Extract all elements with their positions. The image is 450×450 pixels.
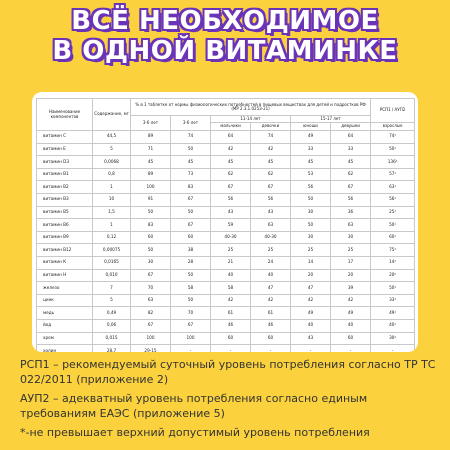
table-row: [37, 219, 415, 232]
cell-c5: 42: [291, 294, 331, 307]
table-card: [32, 92, 418, 352]
footnote-aup: АУП2 – адекватный уровень потребления согласно единым требованиям ЕАЭС (приложение 5): [20, 392, 368, 420]
cell-name: холин: [37, 345, 93, 352]
table-row: [37, 131, 415, 144]
cell-c2: 67: [171, 193, 211, 206]
cell-c6: 45: [331, 156, 371, 169]
header-percent: % в 1 таблетке от нормы физиологических потребностей в пищевых веществах для детей и подростков РФ (МР 2.3.1.0253-21): [131, 99, 371, 116]
cell-name: хром: [37, 332, 93, 345]
cell-content: 5: [93, 143, 131, 156]
table-row: [37, 345, 415, 352]
cell-c7: 20²: [371, 269, 415, 282]
cell-c7: 30²: [371, 332, 415, 345]
cell-c6: 17: [331, 256, 371, 269]
cell-c4: 63: [251, 219, 291, 232]
cell-content: 0,12: [93, 231, 131, 244]
cell-content: 10: [93, 193, 131, 206]
footnote-rsp: РСП1 – рекомендуемый суточный уровень потребления согласно ТР ТС 022/2011 (приложение 2): [20, 358, 436, 386]
cell-c1: 91: [131, 193, 171, 206]
cell-name: медь: [37, 307, 93, 320]
table-row: [37, 244, 415, 257]
header-rsp: РСП1 / АУП2: [371, 99, 415, 123]
cell-c6: 60: [331, 332, 371, 345]
table-row: [37, 307, 415, 320]
cell-c4: 40-30: [251, 231, 291, 244]
cell-name: витамин Е: [37, 143, 93, 156]
cell-content: 0,010: [93, 269, 131, 282]
cell-c1: 89: [131, 131, 171, 144]
cell-c6: -: [331, 345, 371, 352]
cell-c1: 63: [131, 294, 171, 307]
cell-c4: 24: [251, 256, 291, 269]
cell-c5: 50: [291, 193, 331, 206]
cell-c7: 50¹: [371, 219, 415, 232]
cell-c7: 50¹: [371, 282, 415, 295]
page-title-line-1: ВСЁ НЕОБХОДИМОЕ: [71, 6, 379, 36]
cell-c3: 56: [211, 193, 251, 206]
cell-c6: 40: [331, 319, 371, 332]
cell-name: йод: [37, 319, 93, 332]
cell-c5: 30: [291, 231, 331, 244]
cell-content: 7: [93, 282, 131, 295]
cell-name: витамин В6: [37, 219, 93, 232]
cell-c7: 57¹: [371, 168, 415, 181]
cell-c1: 67: [131, 319, 171, 332]
table-row: [37, 332, 415, 345]
cell-name: витамин В9: [37, 231, 93, 244]
cell-c3: 61: [211, 307, 251, 320]
cell-c5: 43: [291, 332, 331, 345]
cell-c3: 46: [211, 319, 251, 332]
cell-c6: 39: [331, 282, 371, 295]
header-girls: девочки: [251, 123, 291, 131]
table-body: [37, 131, 415, 353]
cell-c5: 49: [291, 307, 331, 320]
cell-c1: 82: [131, 307, 171, 320]
cell-content: 44,5: [93, 131, 131, 144]
cell-content: 0,015: [93, 332, 131, 345]
cell-c6: 63: [331, 219, 371, 232]
cell-c2: 73: [171, 168, 211, 181]
cell-c5: 40: [291, 319, 331, 332]
cell-name: витамин D3: [37, 156, 93, 169]
cell-c2: 74: [171, 131, 211, 144]
cell-c4: 42: [251, 143, 291, 156]
cell-c7: 74¹: [371, 131, 415, 144]
cell-c2: 60: [171, 231, 211, 244]
cell-c5: 50: [291, 219, 331, 232]
cell-c3: 43: [211, 206, 251, 219]
cell-c6: 20: [331, 269, 371, 282]
cell-c2: -: [171, 345, 211, 352]
cell-c6: 36: [331, 206, 371, 219]
header-age-11-14: 11-14 лет: [211, 116, 291, 123]
cell-c3: 42: [211, 143, 251, 156]
cell-c4: 60: [251, 332, 291, 345]
cell-c1: 45: [131, 156, 171, 169]
vitamin-table: [36, 98, 415, 352]
cell-c3: 62: [211, 168, 251, 181]
cell-c4: 74: [251, 131, 291, 144]
cell-c2: 50: [171, 143, 211, 156]
table-row: [37, 143, 415, 156]
cell-c2: 45: [171, 156, 211, 169]
cell-c7: 63¹: [371, 181, 415, 194]
cell-c5: 25: [291, 244, 331, 257]
cell-c6: 62: [331, 168, 371, 181]
cell-c2: 50: [171, 294, 211, 307]
cell-c5: -: [291, 345, 331, 352]
cell-c7: -: [371, 345, 415, 352]
cell-c3: 40-30: [211, 231, 251, 244]
cell-c3: 21: [211, 256, 251, 269]
cell-name: цинк: [37, 294, 93, 307]
cell-content: 0,0068: [93, 156, 131, 169]
cell-name: витамин В1: [37, 168, 93, 181]
cell-name: железо: [37, 282, 93, 295]
cell-name: витамин В12: [37, 244, 93, 257]
cell-content: 0,49: [93, 307, 131, 320]
cell-c2: 58: [171, 282, 211, 295]
table-row: [37, 282, 415, 295]
cell-c1: 71: [131, 143, 171, 156]
cell-c7: 14²: [371, 256, 415, 269]
cell-content: 0,0165: [93, 256, 131, 269]
table-row: [37, 206, 415, 219]
cell-c5: 20: [291, 269, 331, 282]
header-boys: мальчики: [211, 123, 251, 131]
header-content: Содержание, мг: [93, 99, 131, 131]
cell-c7: 40¹: [371, 319, 415, 332]
cell-c1: 89: [131, 168, 171, 181]
cell-c3: 67: [211, 181, 251, 194]
cell-c1: 60: [131, 231, 171, 244]
table-row: [37, 156, 415, 169]
cell-c4: 43: [251, 206, 291, 219]
cell-c7: 25¹: [371, 206, 415, 219]
cell-c4: -: [251, 345, 291, 352]
header-name: Наименование компонентов: [37, 99, 93, 131]
header-youths: юноши: [291, 123, 331, 131]
cell-c3: 60: [211, 332, 251, 345]
cell-name: витамин В5: [37, 206, 93, 219]
table-row: [37, 231, 415, 244]
cell-content: 1,5: [93, 206, 131, 219]
cell-c4: 25: [251, 244, 291, 257]
cell-name: витамин К: [37, 256, 93, 269]
cell-c1: 100: [131, 181, 171, 194]
table-row: [37, 193, 415, 206]
table-row: [37, 294, 415, 307]
cell-c7: 33¹: [371, 294, 415, 307]
cell-c5: 14: [291, 256, 331, 269]
cell-c6: 67: [331, 181, 371, 194]
header-age-15-17: 15-17 лет: [291, 116, 371, 123]
cell-c1: 50: [131, 206, 171, 219]
table-row: [37, 181, 415, 194]
footnote-asterisk: *-не превышает верхний допустимый уровень потребления: [20, 426, 370, 439]
cell-c4: 47: [251, 282, 291, 295]
cell-c6: 25: [331, 244, 371, 257]
cell-c3: 40: [211, 269, 251, 282]
cell-c2: 67: [171, 219, 211, 232]
cell-c3: 45: [211, 156, 251, 169]
cell-c3: 42: [211, 294, 251, 307]
cell-content: 0,00075: [93, 244, 131, 257]
cell-c1: 83: [131, 219, 171, 232]
cell-c3: 25: [211, 244, 251, 257]
cell-c4: 61: [251, 307, 291, 320]
cell-c4: 67: [251, 181, 291, 194]
cell-c4: 62: [251, 168, 291, 181]
cell-content: 0,06: [93, 319, 131, 332]
cell-c4: 56: [251, 193, 291, 206]
cell-c2: 67: [171, 319, 211, 332]
cell-c7: 49¹: [371, 307, 415, 320]
cell-c1: 70: [131, 282, 171, 295]
cell-c5: 56: [291, 181, 331, 194]
cell-c2: 38: [171, 244, 211, 257]
cell-c2: 50: [171, 269, 211, 282]
cell-c2: 28: [171, 256, 211, 269]
cell-c5: 53: [291, 168, 331, 181]
cell-c2: 100: [171, 332, 211, 345]
cell-c3: 58: [211, 282, 251, 295]
cell-content: 5: [93, 294, 131, 307]
cell-c6: 42: [331, 294, 371, 307]
cell-c5: 47: [291, 282, 331, 295]
header-age-3-6-b: 3-6 лет: [171, 116, 211, 131]
cell-c2: 83: [171, 181, 211, 194]
cell-c1: 30: [131, 256, 171, 269]
cell-c7: 50¹: [371, 143, 415, 156]
cell-c1: 67: [131, 269, 171, 282]
cell-c1: 100: [131, 332, 171, 345]
header-adults: взрослые: [371, 123, 415, 131]
cell-name: витамин С: [37, 131, 93, 144]
cell-c5: 30: [291, 206, 331, 219]
header-girls-2: девушки: [331, 123, 371, 131]
cell-name: витамин Н: [37, 269, 93, 282]
cell-c1: 29-15: [131, 345, 171, 352]
cell-c7: 56¹: [371, 193, 415, 206]
table-row: [37, 269, 415, 282]
cell-c6: 64: [331, 131, 371, 144]
cell-c3: 59: [211, 219, 251, 232]
cell-content: 0,8: [93, 168, 131, 181]
cell-c6: 49: [331, 307, 371, 320]
cell-c6: 30: [331, 231, 371, 244]
cell-c4: 42: [251, 294, 291, 307]
cell-c4: 45: [251, 156, 291, 169]
cell-c2: 50: [171, 206, 211, 219]
cell-c4: 46: [251, 319, 291, 332]
cell-c3: 64: [211, 131, 251, 144]
table-row: [37, 256, 415, 269]
cell-c5: 45: [291, 156, 331, 169]
cell-name: витамин В2: [37, 181, 93, 194]
cell-c5: 49: [291, 131, 331, 144]
cell-c2: 70: [171, 307, 211, 320]
table-row: [37, 168, 415, 181]
cell-c3: -: [211, 345, 251, 352]
cell-c7: 75¹: [371, 244, 415, 257]
cell-c7: 60¹: [371, 231, 415, 244]
cell-c5: 33: [291, 143, 331, 156]
header-age-3-6: 3-6 лет: [131, 116, 171, 131]
cell-name: витамин В3: [37, 193, 93, 206]
cell-c1: 50: [131, 244, 171, 257]
page-title-line-2: В ОДНОЙ ВИТАМИНКЕ: [52, 36, 398, 66]
table-row: [37, 319, 415, 332]
cell-c6: 33: [331, 143, 371, 156]
footnotes: [20, 358, 440, 446]
cell-c4: 40: [251, 269, 291, 282]
cell-c6: 56: [331, 193, 371, 206]
cell-content: 1: [93, 181, 131, 194]
cell-content: 28,7: [93, 345, 131, 352]
cell-c7: 136²: [371, 156, 415, 169]
cell-content: 1: [93, 219, 131, 232]
